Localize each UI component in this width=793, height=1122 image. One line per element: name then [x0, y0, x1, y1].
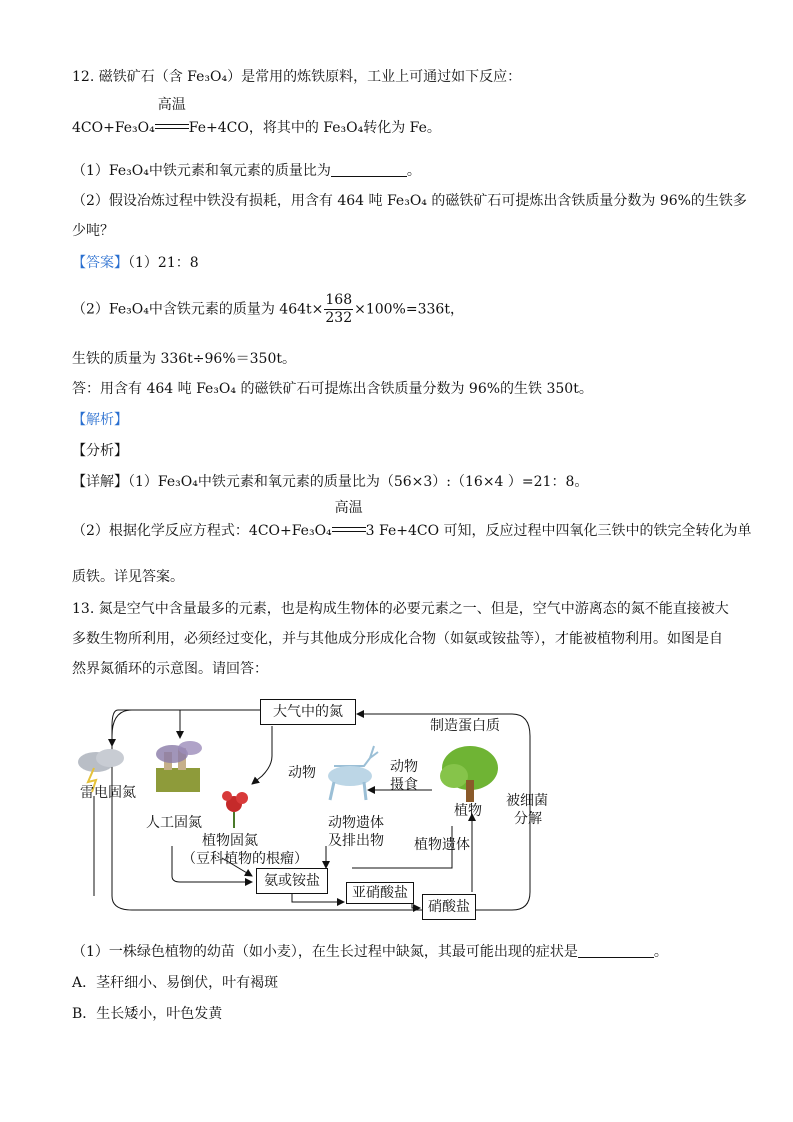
nitrite-box: 亚硝酸盐 — [346, 882, 414, 904]
q13-line3: 然界氮循环的示意图。请回答： — [72, 661, 268, 677]
fraction-denominator: 232 — [325, 310, 353, 326]
fraction-numerator: 168 — [325, 292, 353, 308]
q13-line2: 多数生物所利用，必须经过变化，并与其他成分形成化合物（如氨或铵盐等），才能被植物利用。如图是自 — [72, 631, 723, 647]
deer-icon — [328, 746, 378, 800]
arrow-to-lightning — [112, 710, 132, 746]
answer-line — [72, 254, 199, 272]
option-b: B．生长矮小，叶色发黄 — [72, 1006, 223, 1022]
nitrogen-cycle-diagram — [72, 696, 548, 926]
fraction — [324, 292, 353, 327]
jiexi-tag: 【解析】 — [72, 412, 128, 428]
flower-icon — [222, 791, 248, 828]
equation-left: 4CO+Fe₃O₄ — [72, 120, 155, 136]
reaction-condition — [155, 97, 189, 132]
bacteria-label-1: 被细菌 — [506, 793, 548, 809]
animal-label: 动物 — [288, 765, 316, 781]
make-protein-label: 制造蛋白质 — [430, 718, 500, 734]
calc-suffix: ×100%=336t， — [354, 301, 464, 318]
condition-label: 高温 — [157, 97, 186, 113]
sub1-text: （1）一株绿色植物的幼苗（如小麦），在生长过程中缺氮，其最可能出现的症状是 — [72, 944, 578, 960]
part1-end: 。 — [406, 163, 421, 179]
answer-1: （1）21：8 — [128, 255, 199, 271]
q12-part1 — [72, 162, 421, 180]
fenxi-tag: 【分析】 — [72, 443, 128, 459]
answer-blank — [331, 162, 407, 177]
bacteria-label-2: 分解 — [514, 811, 542, 827]
equals-bar-2 — [332, 527, 366, 532]
equation-right: Fe+4CO，将其中的 Fe₃O₄转化为 Fe。 — [188, 120, 441, 136]
q13-line1: 13. 氮是空气中含量最多的元素，也是构成生物体的必要元素之一、但是，空气中游离态的氮不能直接被大 — [72, 601, 729, 617]
option-a: A．茎秆细小、易倒伏，叶有褐斑 — [72, 975, 279, 991]
detail-line2 — [72, 500, 752, 540]
reaction-condition-2 — [332, 500, 366, 535]
part1-text: （1）Fe₃O₄中铁元素和氧元素的质量比为 — [72, 163, 331, 179]
artificial-label: 人工固氮 — [146, 815, 202, 831]
ammonia-box: 氨或铵盐 — [256, 868, 328, 894]
plant-remains-label: 植物遗体 — [414, 837, 470, 853]
detail-2b: 3 Fe+4CO 可知，反应过程中四氧化三铁中的铁完全转化为单 — [365, 523, 752, 539]
final-answer-line: 答：用含有 464 吨 Fe₃O₄ 的磁铁矿石可提炼出含铁质量分数为 96%的生铁 350t。 — [72, 381, 593, 397]
detail-line1 — [72, 473, 588, 491]
arrow-to-artificial — [180, 710, 260, 738]
equals-bar — [155, 124, 189, 129]
tree-icon — [440, 746, 498, 802]
detail-2a: （2）根据化学反应方程式：4CO+Fe₃O₄ — [72, 523, 332, 539]
detail-tag: 【详解】 — [72, 474, 128, 490]
sub1-end: 。 — [653, 944, 668, 960]
q12-part2-line1: （2）假设冶炼过程中铁没有损耗，用含有 464 吨 Fe₃O₄ 的磁铁矿石可提炼出含铁质量分数为 96%的生铁多 — [72, 193, 747, 209]
answer-tag: 【答案】 — [72, 255, 128, 271]
animal-eat-label-2: 摄食 — [390, 777, 418, 793]
animal-eat-label-1: 动物 — [390, 759, 418, 775]
atmosphere-box: 大气中的氮 — [260, 699, 356, 725]
animal-remains-label-1: 动物遗体 — [328, 815, 384, 831]
factory-icon — [156, 741, 202, 792]
lightning-label: 雷电固氮 — [80, 785, 136, 801]
plant-fix-label: 植物固氮 — [202, 833, 258, 849]
q12-equation — [72, 97, 441, 137]
q13-sub1 — [72, 943, 668, 961]
detail-line3: 质铁。详见答案。 — [72, 569, 184, 585]
arrow-ammonia-to-nitrite — [292, 894, 344, 902]
q12-stem: 12. 磁铁矿石（含 Fe₃O₄）是常用的炼铁原料，工业上可通过如下反应： — [72, 69, 522, 85]
condition-label-2: 高温 — [334, 500, 363, 516]
calc-line — [72, 292, 464, 327]
animal-remains-label-2: 及排出物 — [328, 833, 384, 849]
root-nodule-label: （豆科植物的根瘤） — [182, 851, 308, 867]
detail-1: （1）Fe₃O₄中铁元素和氧元素的质量比为（56×3）:（16×4 ）=21：8。 — [128, 474, 589, 490]
calc-prefix: （2）Fe₃O₄中含铁元素的质量为 464t× — [72, 301, 324, 318]
plant-label: 植物 — [454, 803, 482, 819]
q12-part2-line2: 少吨？ — [72, 223, 114, 239]
arrow-to-plant-fix — [252, 726, 272, 784]
nitrate-box: 硝酸盐 — [422, 894, 476, 920]
sub1-blank — [578, 943, 654, 958]
pig-iron-line: 生铁的质量为 336t÷96%＝350t。 — [72, 351, 296, 367]
